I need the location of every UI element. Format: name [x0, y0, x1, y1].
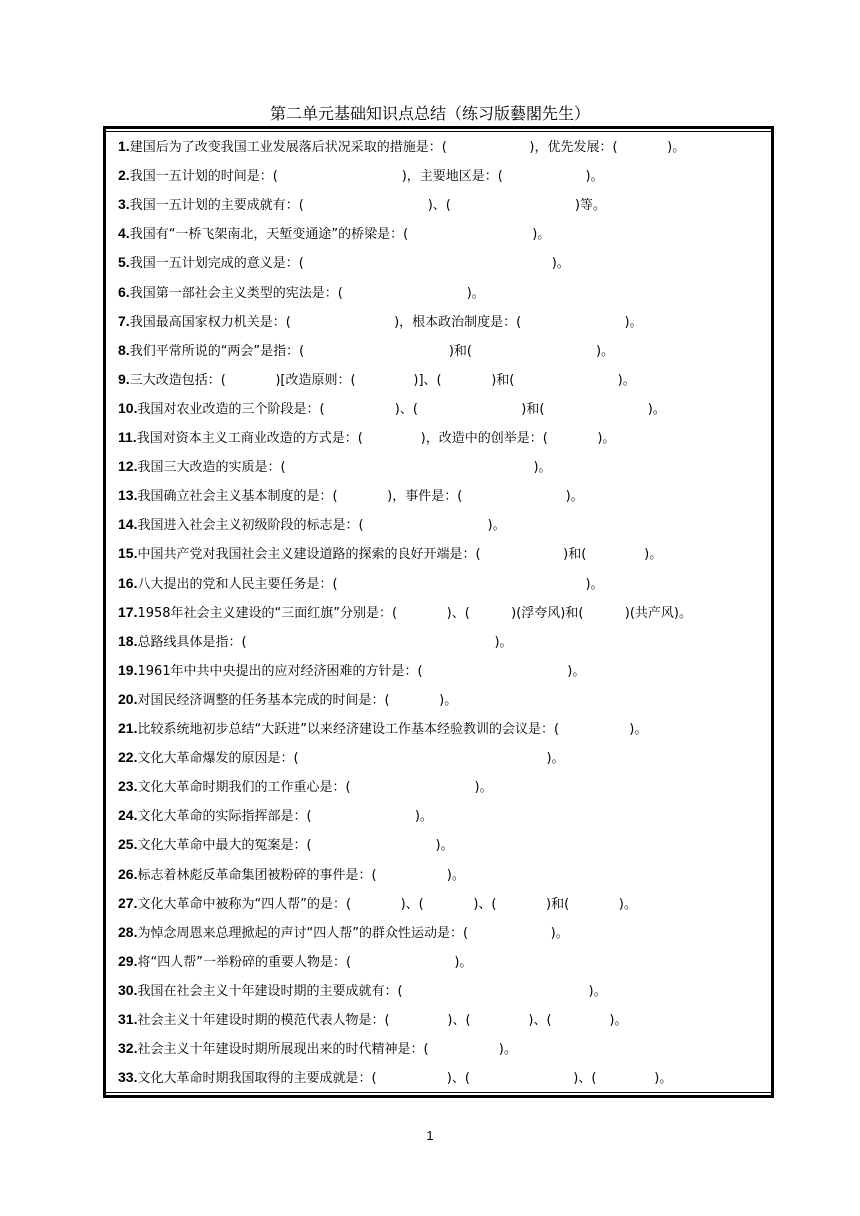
question-item [118, 775, 778, 797]
question-item [118, 426, 778, 448]
question-number: 25. [118, 836, 138, 853]
question-item [118, 513, 778, 535]
question-text: 我国进入社会主义初级阶段的标志是：( )。 [137, 518, 506, 534]
question-number: 5. [118, 254, 130, 271]
question-text: 我国最高国家权力机关是：( )，根本政治制度是：( )。 [129, 314, 643, 330]
question-item [118, 572, 778, 594]
question-number: 14. [118, 516, 138, 533]
question-item [118, 601, 778, 623]
question-text: 八大提出的党和人民主要任务是：( )。 [137, 576, 604, 592]
question-number: 3. [118, 196, 130, 213]
question-number: 7. [118, 312, 130, 329]
question-item [118, 892, 778, 914]
page-number: 1 [426, 1128, 434, 1143]
question-text: 文化大革命时期我国取得的主要成就是：( )、( )、( )。 [137, 1071, 673, 1087]
question-text: 我国第一部社会主义类型的宪法是：( )。 [129, 285, 485, 301]
question-number: 33. [118, 1069, 138, 1086]
question-item [118, 310, 778, 332]
question-text: 文化大革命时期我们的工作重心是：( )。 [137, 780, 493, 796]
question-text: 我国一五计划完成的意义是：( )。 [129, 256, 570, 272]
question-text: 我国在社会主义十年建设时期的主要成就有：( )。 [137, 983, 607, 999]
question-text: 社会主义十年建设时期的模范代表人物是：( )、( )、( )。 [137, 1013, 628, 1028]
question-item [118, 542, 778, 564]
question-number: 20. [118, 690, 138, 707]
question-item [118, 659, 778, 681]
question-text: 中国共产党对我国社会主义建设道路的探索的良好开端是：( )和( )。 [137, 547, 663, 563]
question-item [118, 950, 778, 972]
question-text: 我国确立社会主义基本制度的是：( )，事件是：( )。 [137, 489, 584, 505]
question-text: 标志着林彪反革命集团被粉碎的事件是：( )。 [137, 867, 465, 883]
inner-bottom-rule [106, 1092, 771, 1093]
question-item [118, 746, 778, 768]
question-item [118, 368, 778, 390]
question-number: 27. [118, 894, 138, 911]
question-number: 10. [118, 399, 138, 416]
question-text: 社会主义十年建设时期所展现出来的时代精神是：( )。 [137, 1042, 517, 1058]
question-number: 11. [118, 429, 137, 445]
question-number: 18. [118, 632, 138, 649]
question-item [118, 1037, 778, 1059]
question-number: 29. [118, 952, 138, 969]
question-item [118, 717, 778, 739]
question-item [118, 921, 778, 943]
question-text: 文化大革命的实际指挥部是：( )。 [137, 809, 433, 825]
question-item [118, 193, 778, 215]
question-item [118, 135, 778, 157]
question-item [118, 397, 778, 419]
question-item [118, 1008, 778, 1030]
question-item [118, 688, 778, 710]
question-number: 9. [118, 370, 130, 387]
question-text: 将“四人帮”一举粉碎的重要人物是：( )。 [137, 954, 473, 970]
question-text: 文化大革命中最大的冤案是：( )。 [137, 838, 454, 854]
question-number: 22. [118, 749, 138, 766]
question-text: 我国有“一桥飞架南北，天堑变通途”的桥梁是：( )。 [129, 227, 551, 243]
question-item [118, 833, 778, 855]
question-number: 26. [118, 865, 138, 882]
question-number: 13. [118, 487, 138, 504]
question-number: 12. [118, 458, 138, 475]
question-text: 我国对农业改造的三个阶段是：( )、( )和( )。 [137, 401, 666, 417]
question-text: 为悼念周恩来总理掀起的声讨“四人帮”的群众性运动是：( )。 [137, 925, 569, 941]
question-number: 16. [118, 574, 138, 591]
question-item [118, 863, 778, 885]
question-number: 1. [118, 138, 130, 154]
question-number: 6. [118, 283, 130, 300]
question-text: 对国民经济调整的任务基本完成的时间是：( )。 [137, 692, 458, 708]
inner-top-rule [106, 131, 771, 132]
question-text: 1961年中共中央提出的应对经济困难的方针是：( )。 [137, 663, 586, 679]
page-title: 第二单元基础知识点总结（练习版藝閣先生） [269, 104, 590, 123]
question-item [118, 979, 778, 1001]
question-number: 23. [118, 778, 138, 795]
question-item [118, 281, 778, 303]
question-number: 4. [118, 225, 130, 242]
question-number: 24. [118, 807, 138, 824]
question-number: 31. [118, 1011, 138, 1027]
question-item [118, 804, 778, 826]
question-number: 15. [118, 545, 138, 562]
question-text: 我国对资本主义工商业改造的方式是：( )，改造中的创举是：( )。 [136, 431, 616, 446]
question-number: 19. [118, 661, 138, 678]
question-text: 我国一五计划的主要成就有：( )、( )等。 [129, 198, 606, 214]
question-item [118, 630, 778, 652]
question-text: 三大改造包括：( )[改造原则：( )]、( )和( )。 [129, 372, 636, 388]
question-text: 比较系统地初步总结“大跃进”以来经济建设工作基本经验教训的会议是：( )。 [137, 722, 648, 737]
question-text: 我国三大改造的实质是：( )。 [137, 460, 552, 476]
question-number: 21. [118, 720, 138, 736]
question-number: 30. [118, 981, 138, 998]
question-item [118, 222, 778, 244]
question-item [118, 484, 778, 506]
question-item [118, 339, 778, 361]
question-text: 总路线具体是指：( )。 [137, 634, 513, 650]
question-number: 32. [118, 1040, 138, 1057]
question-item [118, 455, 778, 477]
question-number: 17. [118, 603, 138, 620]
question-item [118, 251, 778, 273]
question-item [118, 1066, 778, 1088]
question-number: 8. [118, 341, 130, 358]
question-number: 28. [118, 923, 138, 940]
question-item [118, 164, 778, 186]
question-text: 1958年社会主义建设的“三面红旗”分别是：( )、( )(浮夸风)和( )(共产风)。 [137, 605, 692, 621]
question-text: 文化大革命爆发的原因是：( )。 [137, 751, 565, 767]
question-number: 2. [118, 167, 130, 184]
question-text: 我国一五计划的时间是：( )，主要地区是：( )。 [129, 169, 604, 185]
question-text: 文化大革命中被称为“四人帮”的是：( )、( )、( )和( )。 [137, 896, 637, 912]
question-text: 建国后为了改变我国工业发展落后状况采取的措施是：( )，优先发展：( )。 [129, 140, 686, 155]
question-text: 我们平常所说的“两会”是指：( )和( )。 [129, 343, 615, 359]
